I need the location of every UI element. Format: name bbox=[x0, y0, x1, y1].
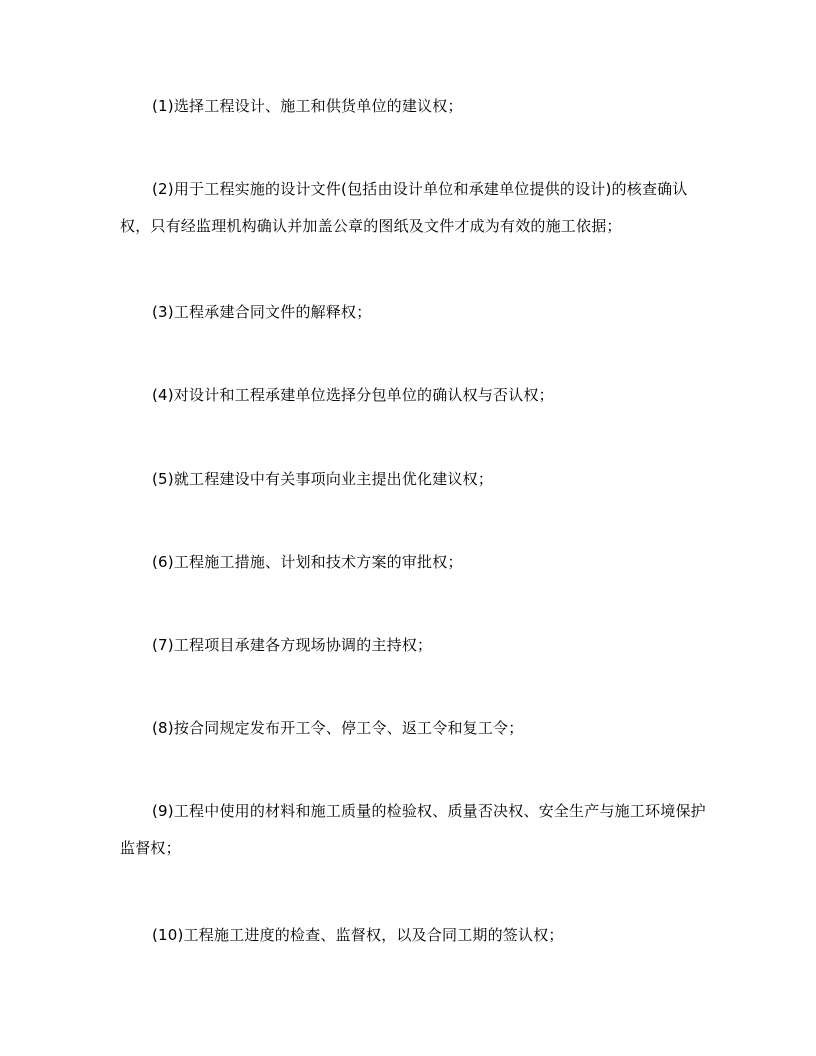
paragraph-2: (2)用于工程实施的设计文件(包括由设计单位和承建单位提供的设计)的核查确认权，只有经监理机构确认并加盖公章的图纸及文件才成为有效的施工依据； bbox=[120, 180, 688, 235]
paragraph-9: (9)工程中使用的材料和施工质量的检验权、质量否决权、安全生产与施工环境保护监督权； bbox=[120, 802, 706, 857]
paragraph-5: (5)就工程建设中有关事项向业主提出优化建议权； bbox=[152, 470, 494, 488]
paragraph-4: (4)对设计和工程承建单位选择分包单位的确认权与否认权； bbox=[152, 386, 554, 404]
paragraph-8: (8)按合同规定发布开工令、停工令、返工令和复工令； bbox=[152, 719, 524, 737]
paragraph-10: (10)工程施工进度的检查、监督权，以及合同工期的签认权； bbox=[152, 926, 564, 944]
paragraph-7: (7)工程项目承建各方现场协调的主持权； bbox=[152, 636, 433, 654]
paragraph-3: (3)工程承建合同文件的解释权； bbox=[152, 303, 372, 321]
paragraph-6: (6)工程施工措施、计划和技术方案的审批权； bbox=[152, 553, 463, 571]
paragraph-1: (1)选择工程设计、施工和供货单位的建议权； bbox=[152, 97, 463, 115]
